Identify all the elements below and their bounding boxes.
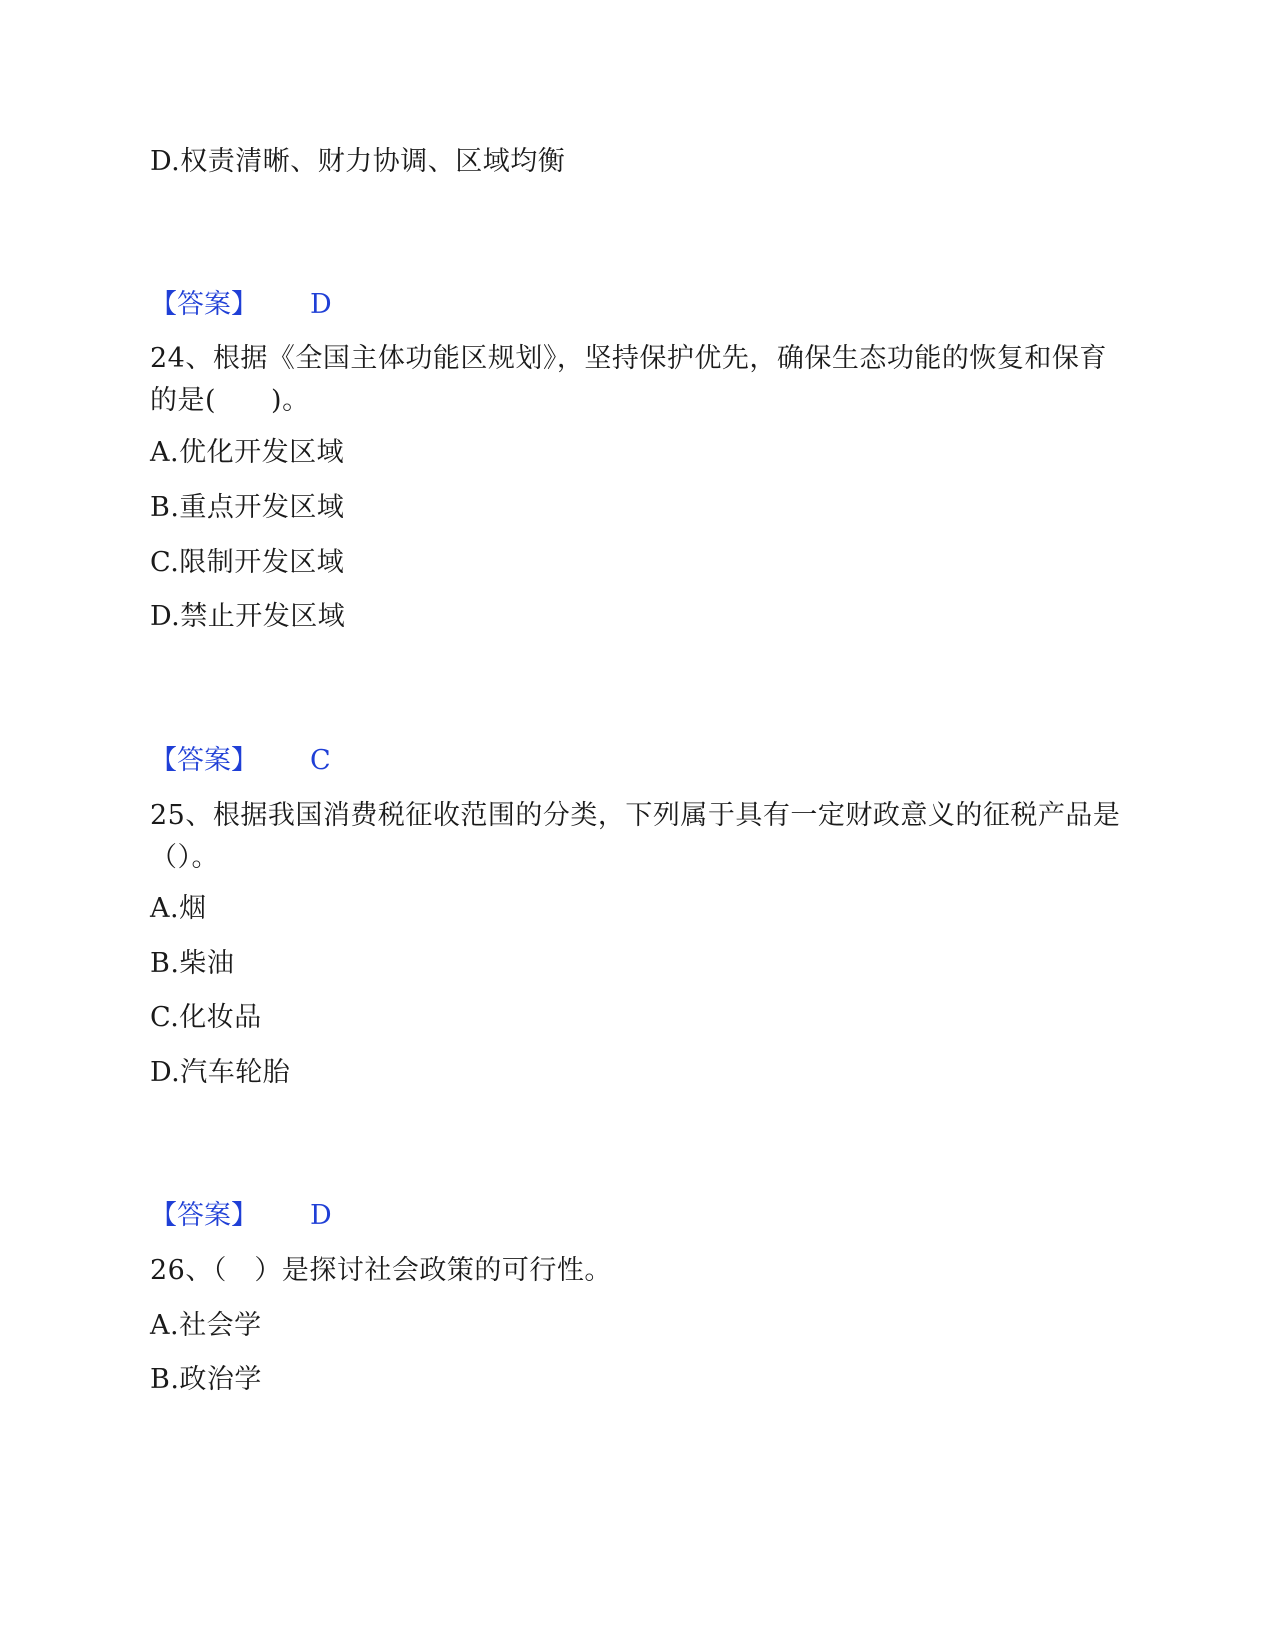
answer-row-prev bbox=[150, 285, 332, 325]
q25-option-c: C.化妆品 bbox=[150, 1002, 262, 1033]
answer-label: 【答案】 bbox=[150, 745, 258, 776]
answer-label: 【答案】 bbox=[150, 289, 258, 320]
q24-option-a: A.优化开发区域 bbox=[150, 437, 345, 468]
q24-option-c: C.限制开发区域 bbox=[150, 547, 345, 578]
answer-label: 【答案】 bbox=[150, 1200, 258, 1231]
answer-row-25 bbox=[150, 1196, 332, 1236]
q25-option-a: A.烟 bbox=[150, 893, 207, 924]
answer-row-24 bbox=[150, 741, 331, 781]
answer-value: C bbox=[310, 745, 331, 776]
q25-option-b: B.柴油 bbox=[150, 948, 235, 979]
question-26-stem: 26、（ ）是探讨社会政策的可行性。 bbox=[150, 1255, 612, 1286]
question-24-stem: 24、根据《全国主体功能区规划》，坚持保护优先，确保生态功能的恢复和保育的是( )。 bbox=[150, 343, 1107, 416]
q26-option-b: B.政治学 bbox=[150, 1364, 262, 1395]
q24-option-d: D.禁止开发区域 bbox=[150, 601, 346, 632]
q25-option-d: D.汽车轮胎 bbox=[150, 1057, 291, 1088]
q26-option-a: A.社会学 bbox=[150, 1310, 262, 1341]
option-d-prev: D.权责清晰、财力协调、区域均衡 bbox=[150, 146, 566, 177]
answer-value: D bbox=[310, 1200, 332, 1231]
question-25-stem: 25、根据我国消费税征收范围的分类，下列属于具有一定财政意义的征税产品是（）。 bbox=[150, 800, 1121, 873]
q24-option-b: B.重点开发区域 bbox=[150, 492, 345, 523]
answer-value: D bbox=[310, 289, 332, 320]
